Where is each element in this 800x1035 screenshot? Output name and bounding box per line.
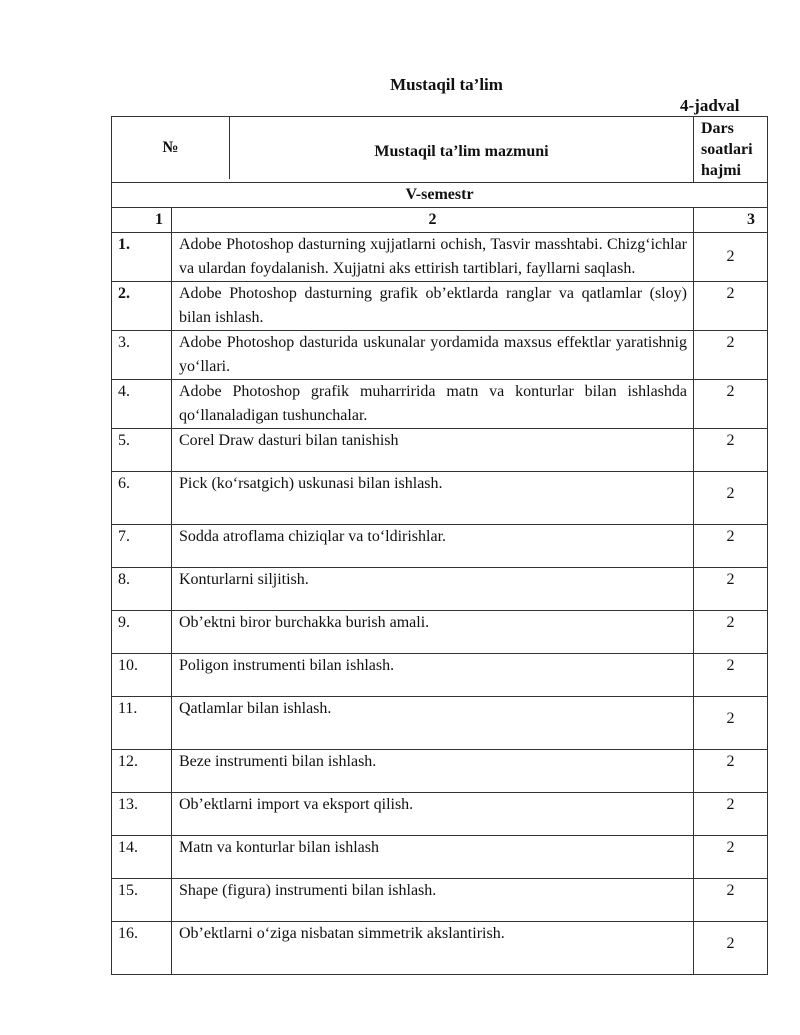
row-text: Qatlamlar bilan ishlash. xyxy=(172,697,694,750)
row-index: 11. xyxy=(112,697,172,750)
row-hours: 2 xyxy=(694,750,768,793)
table-row xyxy=(112,879,768,922)
header-cell-group xyxy=(112,117,694,183)
row-index: 14. xyxy=(112,836,172,879)
row-text: Shape (figura) instrumenti bilan ishlash. xyxy=(172,879,694,922)
column-number-1: 1 xyxy=(112,208,172,233)
row-text: Ob’ektlarni import va eksport qilish. xyxy=(172,793,694,836)
header-hours: Dars soatlari hajmi xyxy=(694,117,768,183)
row-hours: 2 xyxy=(694,611,768,654)
table-row xyxy=(112,282,768,331)
row-hours: 2 xyxy=(694,525,768,568)
row-hours: 2 xyxy=(694,697,768,750)
row-index: 8. xyxy=(112,568,172,611)
table-row xyxy=(112,750,768,793)
row-index: 1. xyxy=(112,233,172,282)
row-hours: 2 xyxy=(694,380,768,429)
table-row xyxy=(112,922,768,975)
row-text: Adobe Photoshop grafik muharririda matn va konturlar bilan ishlashda qo‘llanaladigan tushunchalar. xyxy=(172,380,694,429)
row-index: 5. xyxy=(112,429,172,472)
page-title: Mustaqil ta’lim xyxy=(390,75,503,94)
independent-study-table xyxy=(111,116,768,975)
row-index: 15. xyxy=(112,879,172,922)
table-row xyxy=(112,380,768,429)
row-hours: 2 xyxy=(694,429,768,472)
row-index: 6. xyxy=(112,472,172,525)
row-index: 7. xyxy=(112,525,172,568)
row-hours: 2 xyxy=(694,472,768,525)
table-row xyxy=(112,611,768,654)
row-index: 10. xyxy=(112,654,172,697)
table-row xyxy=(112,233,768,282)
row-hours: 2 xyxy=(694,836,768,879)
table-row xyxy=(112,429,768,472)
column-number-row xyxy=(112,208,768,233)
row-index: 9. xyxy=(112,611,172,654)
table-row xyxy=(112,568,768,611)
column-number-3: 3 xyxy=(694,208,768,233)
row-index: 4. xyxy=(112,380,172,429)
row-hours: 2 xyxy=(694,879,768,922)
row-hours: 2 xyxy=(694,922,768,975)
row-hours: 2 xyxy=(694,793,768,836)
row-text: Corel Draw dasturi bilan tanishish xyxy=(172,429,694,472)
table-row xyxy=(112,793,768,836)
table-header-row xyxy=(112,117,768,183)
semester-row xyxy=(112,183,768,208)
row-index: 16. xyxy=(112,922,172,975)
table-row xyxy=(112,525,768,568)
row-hours: 2 xyxy=(694,331,768,380)
table-row xyxy=(112,654,768,697)
row-text: Ob’ektlarni o‘ziga nisbatan simmetrik akslantirish. xyxy=(172,922,694,975)
row-text: Matn va konturlar bilan ishlash xyxy=(172,836,694,879)
row-text: Sodda atroflama chiziqlar va to‘ldirishlar. xyxy=(172,525,694,568)
row-index: 2. xyxy=(112,282,172,331)
row-text: Adobe Photoshop dasturning grafik ob’ektlarda ranglar va qatlamlar (sloy) bilan ishlash. xyxy=(172,282,694,331)
table-label: 4-jadval xyxy=(680,96,740,115)
row-text: Konturlarni siljitish. xyxy=(172,568,694,611)
row-index: 3. xyxy=(112,331,172,380)
row-text: Ob’ektni biror burchakka burish amali. xyxy=(172,611,694,654)
table-row xyxy=(112,697,768,750)
row-hours: 2 xyxy=(694,568,768,611)
header-no: № xyxy=(112,117,230,179)
row-index: 13. xyxy=(112,793,172,836)
table-row xyxy=(112,836,768,879)
header-content: Mustaqil ta’lim mazmuni xyxy=(374,143,549,160)
row-text: Beze instrumenti bilan ishlash. xyxy=(172,750,694,793)
table-row xyxy=(112,472,768,525)
column-number-2: 2 xyxy=(172,208,694,233)
row-index: 12. xyxy=(112,750,172,793)
row-text: Pick (ko‘rsatgich) uskunasi bilan ishlash. xyxy=(172,472,694,525)
row-text: Poligon instrumenti bilan ishlash. xyxy=(172,654,694,697)
row-hours: 2 xyxy=(694,654,768,697)
row-text: Adobe Photoshop dasturida uskunalar yordamida maxsus effektlar yaratishnig yo‘llari. xyxy=(172,331,694,380)
row-hours: 2 xyxy=(694,282,768,331)
table-row xyxy=(112,331,768,380)
row-text: Adobe Photoshop dasturning xujjatlarni ochish, Tasvir masshtabi. Chizg‘ichlar va ulardan foydalanish. Xujjatni aks ettirish tartiblari, fayllarni saqlash. xyxy=(172,233,694,282)
semester-label: V-semestr xyxy=(112,183,768,208)
row-hours: 2 xyxy=(694,233,768,282)
